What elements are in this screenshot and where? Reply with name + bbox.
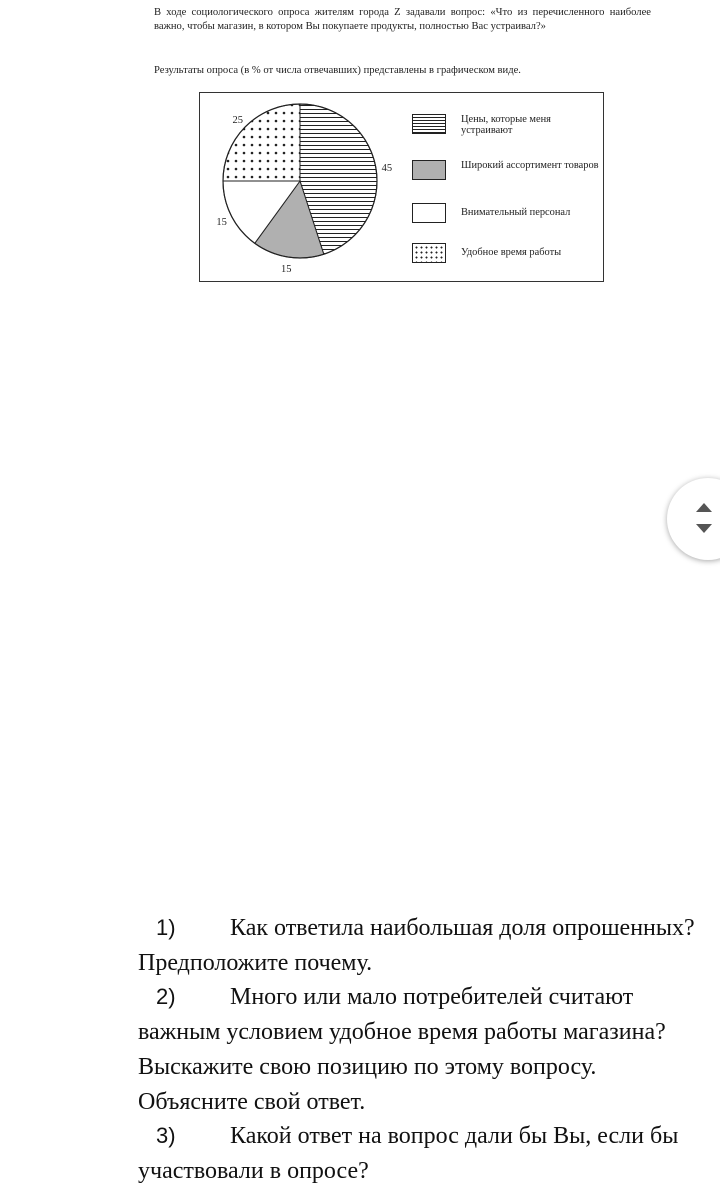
legend-swatch-gray [412, 160, 446, 180]
question-number: 3) [156, 1123, 176, 1149]
legend-swatch-dots [412, 243, 446, 263]
legend-label: Широкий ассортимент товаров [461, 160, 599, 171]
legend-label: Удобное время работы [461, 247, 562, 258]
pie-label-staff: 15 [216, 216, 227, 228]
pie-label-assortment: 15 [280, 263, 292, 275]
results-caption: Результаты опроса (в % от числа отвечавших) представлены в графическом виде. [154, 65, 521, 76]
question-text: Как ответила наибольшая доля опрошенных? Предположите почему. [138, 915, 695, 976]
intro-paragraph: В ходе социологического опроса жителям города Z задавали вопрос: «Что из перечисленного наиболее важно, чтобы магазин, в котором Вы покупаете продукты, полностью Вас устраивал?» [154, 7, 651, 33]
question-number: 2) [156, 984, 176, 1010]
chevron-up-icon[interactable] [696, 503, 712, 512]
legend-label: Цены, которые меня устраивают [461, 114, 551, 136]
question-item [138, 1119, 698, 1188]
question-text: Много или мало потребителей считают важным условием удобное время работы магазина? Выскажите свою позицию по этому вопросу. Объясните свой ответ. [138, 984, 666, 1115]
chevron-down-icon[interactable] [696, 524, 712, 533]
pie-label-hours: 25 [232, 114, 244, 126]
pie-label-prices: 45 [381, 163, 393, 175]
question-item [138, 980, 698, 1119]
question-number: 1) [156, 915, 176, 940]
legend-swatch-white [412, 203, 446, 223]
questions-list [138, 911, 698, 1189]
question-text: Какой ответ на вопрос дали бы Вы, если бы участвовали в опросе? [138, 1123, 679, 1184]
scroll-button[interactable] [667, 478, 720, 560]
question-item [138, 911, 698, 980]
legend-label: Внимательный персонал [461, 207, 571, 218]
pie-chart-figure [199, 92, 604, 282]
legend-swatch-lines [412, 114, 446, 134]
